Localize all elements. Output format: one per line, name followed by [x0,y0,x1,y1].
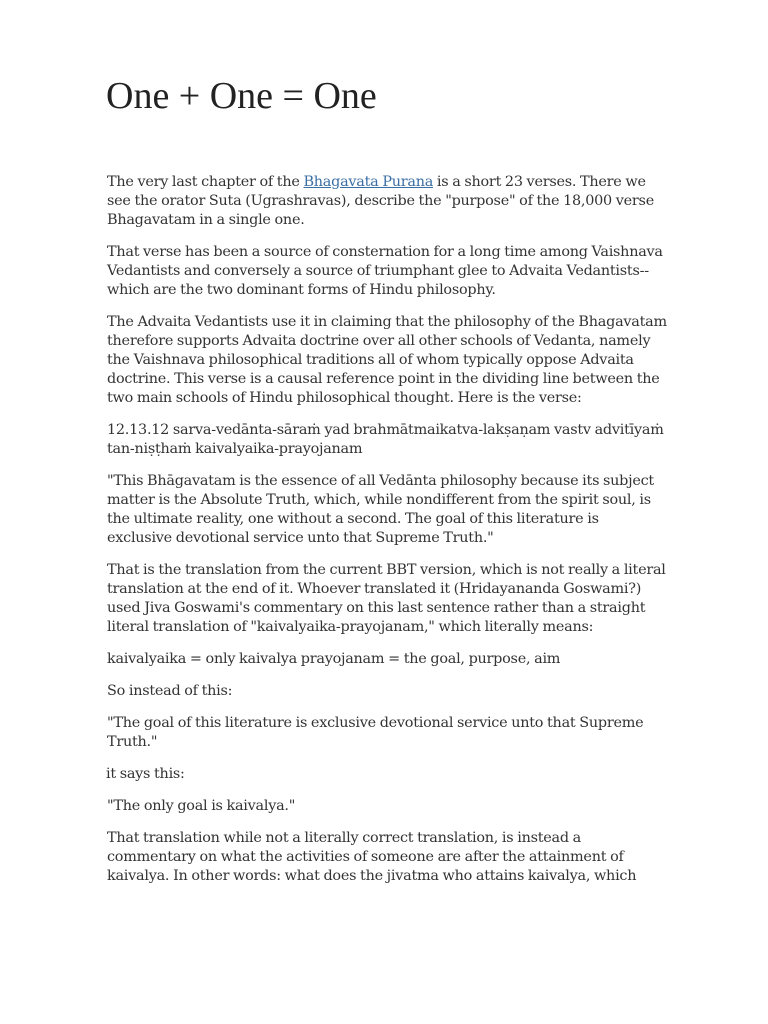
article-body [107,173,667,899]
paragraph-consternation: That verse has been a source of consternation for a long time among Vaishnava Vedantists and conversely a source of triumphant glee to Advaita Vedantists--which are the two dominant forms of Hindu philosophy. [107,244,663,298]
paragraph-word-meanings: kaivalyaika = only kaivalya prayojanam = the goal, purpose, aim [107,651,561,667]
paragraph-so-instead: So instead of this: [107,683,233,699]
paragraph-intro-text-end: is a short 23 verses. There we see the orator Suta (Ugrashravas), describe the "purpose" of the 18,000 verse Bhagavatam in a single one. [107,174,654,228]
paragraph-intro [107,173,667,230]
paragraph-commentary: That translation while not a literally correct translation, is instead a commentary on what the activities of someone are after the attainment of kaivalya. In other words: what does the jivatma who attains kaivalya, which [107,830,637,884]
paragraph-intro-text-start: The very last chapter of the [107,174,304,190]
paragraph-sanskrit-verse: 12.13.12 sarva-vedānta-sāraṁ yad brahmātmaikatva-lakṣaṇam vastv advitīyaṁ tan-niṣṭhaṁ kaivalyaika-prayojanam [107,422,664,457]
paragraph-translation-critique: That is the translation from the current BBT version, which is not really a literal translation at the end of it. Whoever translated it (Hridayananda Goswami?) used Jiva Goswami's commentary on this last sentence rather than a straight literal translation of "kaivalyaika-prayojanam," which literally means: [107,562,666,635]
paragraph-kaivalya-quote: "The only goal is kaivalya." [107,798,296,814]
article-title: One + One = One [106,75,377,117]
paragraph-bbt-translation-quote: "This Bhāgavatam is the essence of all Vedānta philosophy because its subject matter is the Absolute Truth, which, while nondifferent from the spirit soul, is the ultimate reality, one without a second. The goal of this literature is exclusive devotional service unto that Supreme Truth." [107,473,654,546]
paragraph-advaita-claim: The Advaita Vedantists use it in claiming that the philosophy of the Bhagavatam therefore supports Advaita doctrine over all other schools of Vedanta, namely the Vaishnava philosophical traditions all of whom typically oppose Advaita doctrine. This verse is a causal reference point in the dividing line between the two main schools of Hindu philosophical thought. Here is the verse: [107,314,667,406]
paragraph-it-says: it says this: [106,766,185,782]
bhagavata-purana-link[interactable]: Bhagavata Purana [303,174,434,190]
paragraph-goal-quote: "The goal of this literature is exclusive devotional service unto that Supreme Truth." [107,715,644,750]
